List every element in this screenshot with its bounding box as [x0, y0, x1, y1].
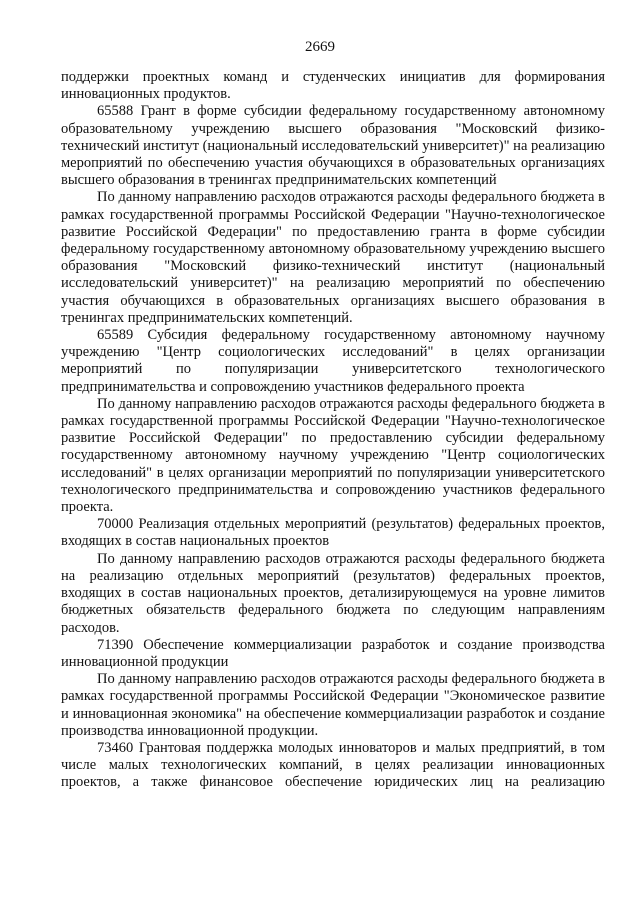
paragraph-description-70000: По данному направлению расходов отражаются расходы федерального бюджета на реализацию отдельных мероприятий (результатов) федеральных проектов, входящих в состав национальных проектов, детализирующемуся на уровне лимитов бюджетных обязательств федерального бюджета по следующим направлениям расходов. — [61, 550, 605, 636]
paragraph-code-70000: 70000 Реализация отдельных мероприятий (результатов) федеральных проектов, входящих в состав национальных проектов — [61, 516, 605, 550]
paragraph-code-71390: 71390 Обеспечение коммерциализации разработок и создание производства инновационной продукции — [61, 636, 605, 670]
paragraph-description-71390: По данному направлению расходов отражаются расходы федерального бюджета в рамках государственной программы Российской Федерации "Экономическое развитие и инновационная экономика" на обеспечение коммерциализации разработок и создание производства инновационной продукции. — [61, 671, 605, 739]
paragraph-description-65589: По данному направлению расходов отражаются расходы федерального бюджета в рамках государственной программы Российской Федерации "Научно-технологическое развитие Российской Федерации" по предоставлению субсидии федеральному государственному автономному научному учреждению "Центр социологических исследований" в целях организации мероприятий по популяризации университетского технологического предпринимательства и сопровождению участников федерального проекта. — [61, 395, 605, 516]
paragraph-code-73460: 73460 Грантовая поддержка молодых инноваторов и малых предприятий, в том числе малых технологических компаний, в целях реализации инновационных проектов, а также финансовое обеспечение юридических лиц на реализацию — [61, 739, 605, 791]
paragraph-continuation: поддержки проектных команд и студенческих инициатив для формирования инновационных продуктов. — [61, 69, 605, 103]
paragraph-description-65588: По данному направлению расходов отражаются расходы федерального бюджета в рамках государственной программы Российской Федерации "Научно-технологическое развитие Российской Федерации" по предоставлению гранта в форме субсидии федеральному государственному автономному образовательному учреждению высшего образования "Московский физико-технический институт (национальный исследовательский университет)" на реализацию мероприятий по обеспечению участия обучающихся в образовательных организациях высшего образования в тренингах предпринимательских компетенций. — [61, 189, 605, 326]
document-body — [61, 69, 605, 792]
paragraph-code-65588: 65588 Грант в форме субсидии федеральному государственному автономному образовательному учреждению высшего образования "Московский физико-технический институт (национальный исследовательский университет)" на реализацию мероприятий по обеспечению участия обучающихся в образовательных организациях высшего образования в тренингах предпринимательских компетенций — [61, 103, 605, 189]
page-number: 2669 — [305, 39, 335, 55]
paragraph-code-65589: 65589 Субсидия федеральному государственному автономному научному учреждению "Центр социологических исследований" в целях организации мероприятий по популяризации университетского технологического предпринимательства и сопровождению участников федерального проекта — [61, 327, 605, 395]
